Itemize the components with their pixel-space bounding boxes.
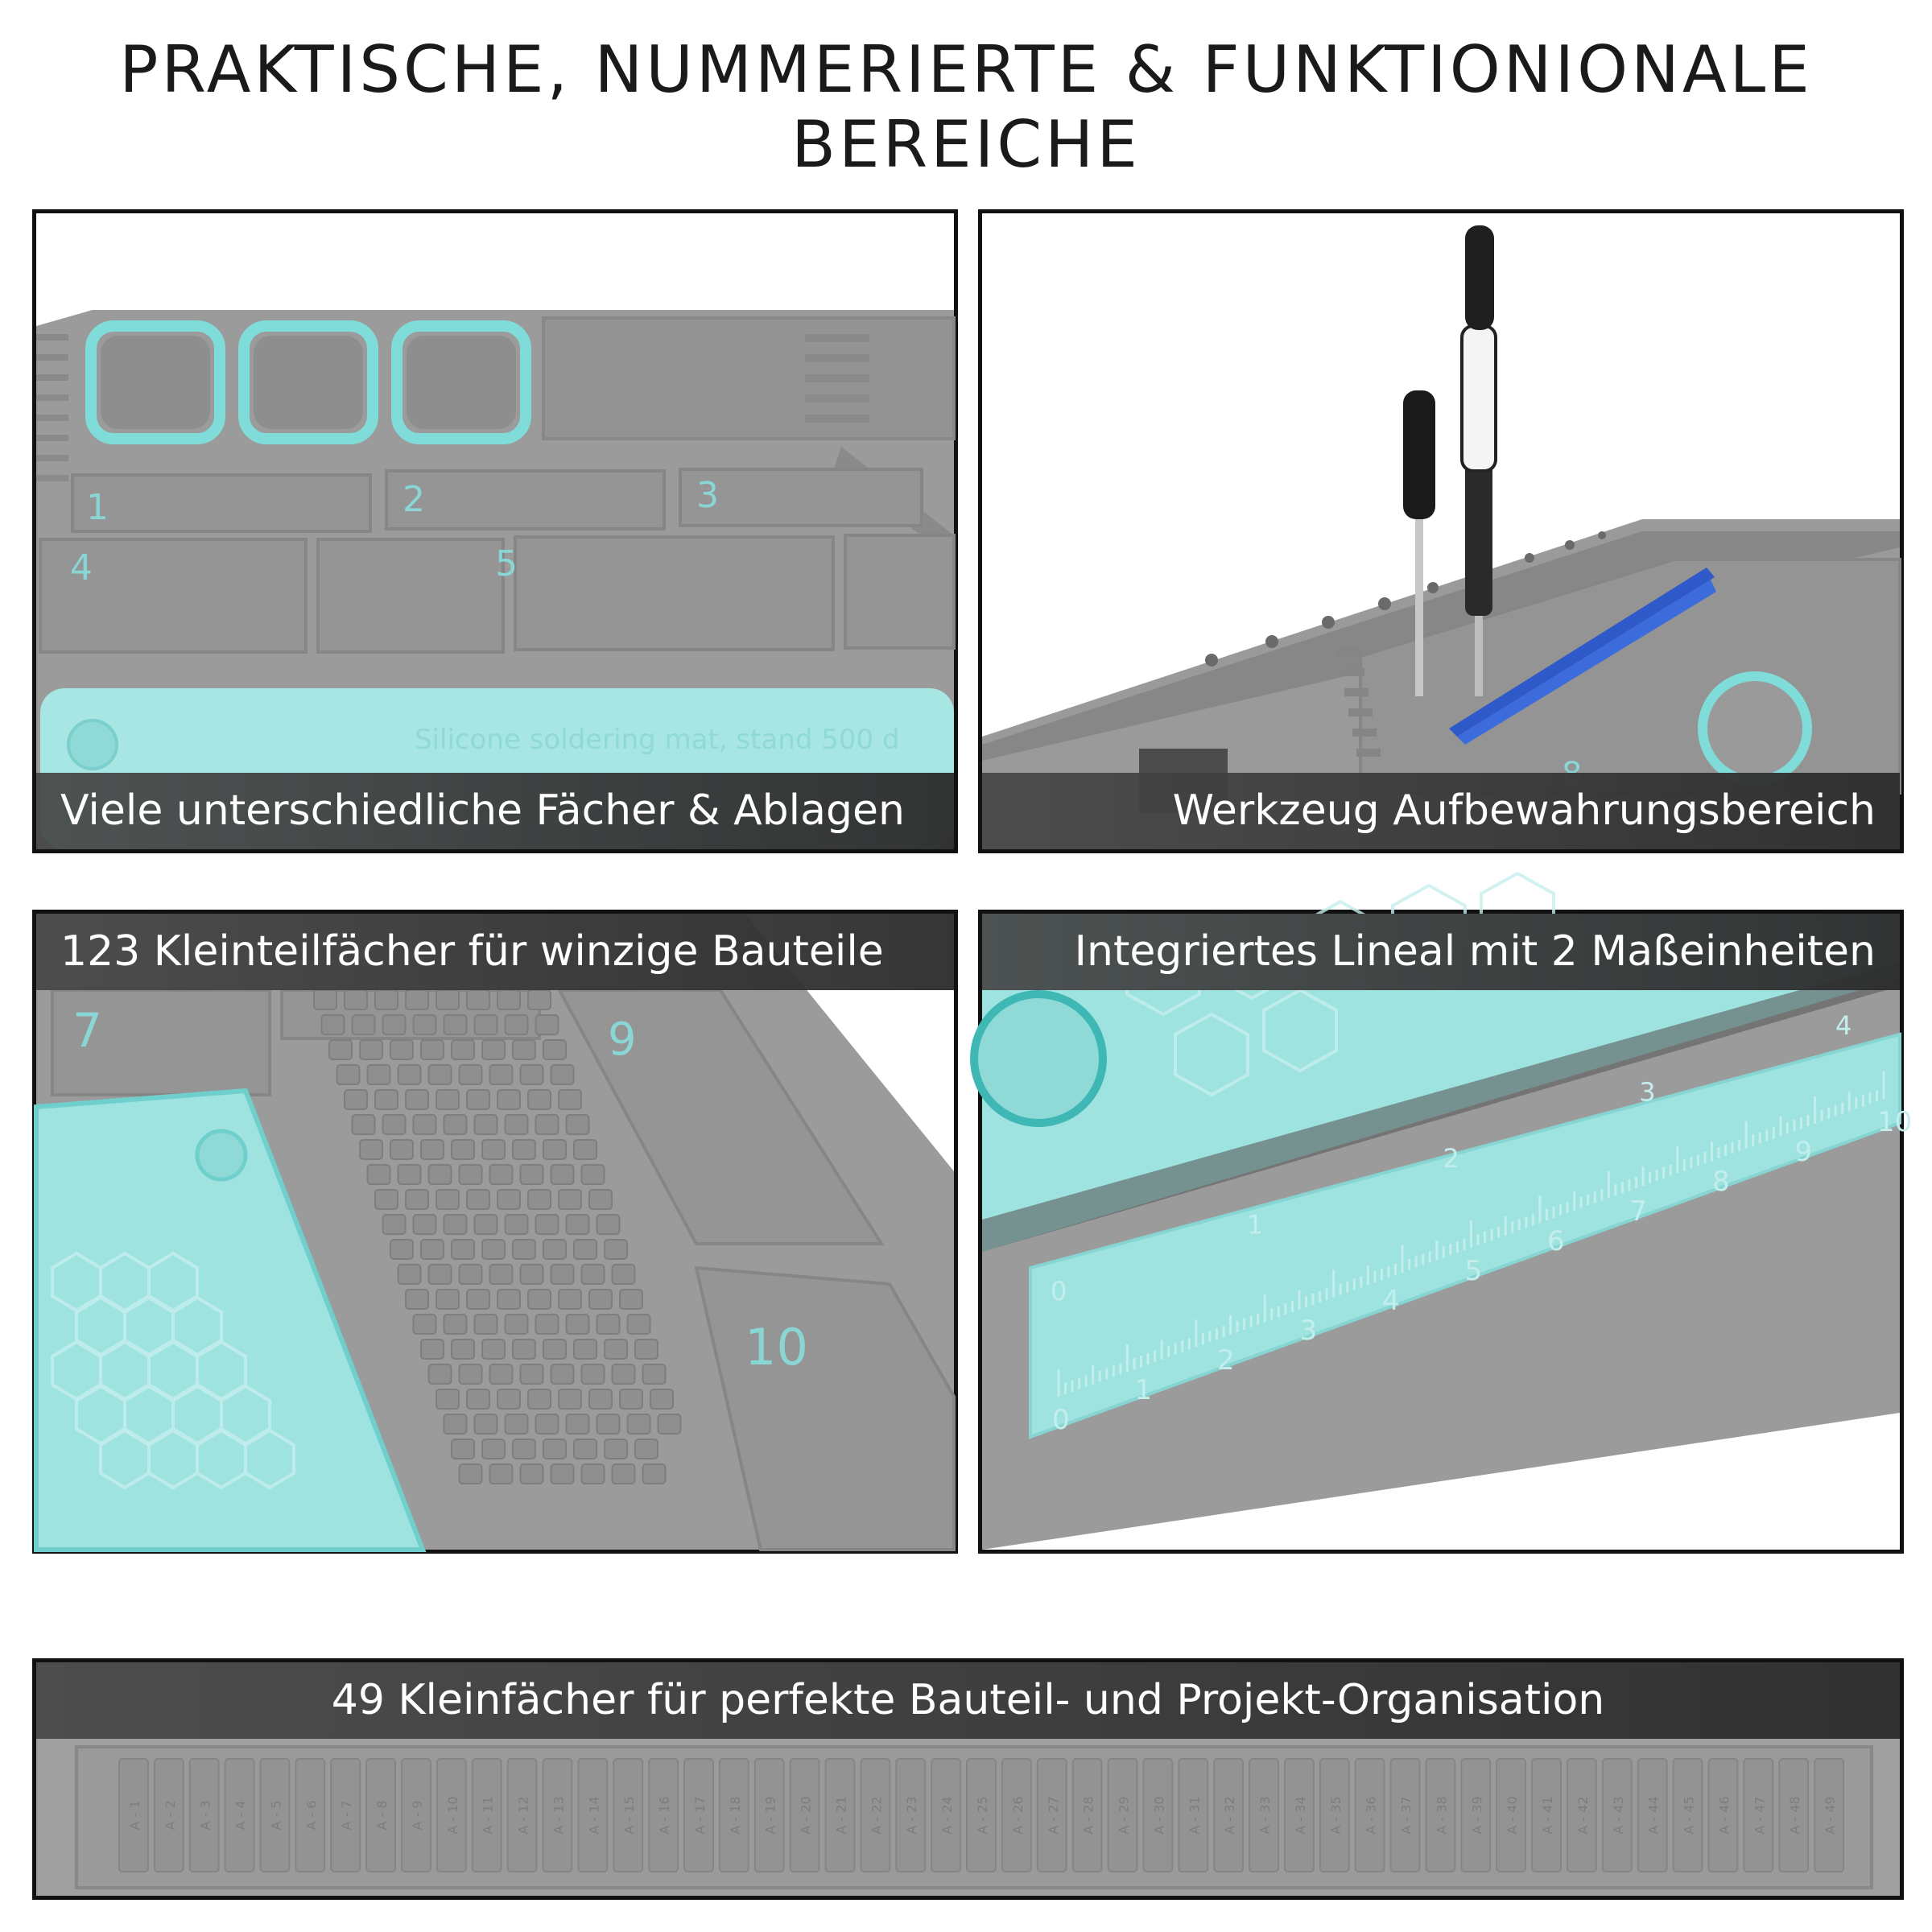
small-part-cell [414, 1115, 436, 1134]
small-part-cell [429, 1265, 452, 1284]
small-part-cell [613, 1464, 635, 1484]
ruler-inch-label: 1 [1246, 1209, 1264, 1241]
small-part-cell [460, 1265, 482, 1284]
small-part-cell [314, 990, 336, 1009]
small-part-cell [460, 1165, 482, 1184]
small-part-cell [582, 1265, 605, 1284]
small-part-cell [528, 990, 551, 1009]
small-part-cell [543, 1140, 566, 1159]
small-part-cell [360, 1140, 382, 1159]
compartments-photo [36, 213, 954, 849]
slot-label: A - 5 [268, 1800, 284, 1831]
small-part-cell [406, 1290, 428, 1309]
small-part-cell [345, 1090, 367, 1109]
slot-label: A - 8 [374, 1800, 390, 1831]
small-part-cell [482, 1140, 505, 1159]
ruler-cm-label: 9 [1794, 1136, 1813, 1168]
small-part-cell [574, 1140, 597, 1159]
small-part-cell [375, 1190, 398, 1209]
compartment-number-4: 4 [70, 547, 93, 588]
slot-label: A - 6 [303, 1800, 320, 1831]
small-part-cell [613, 1265, 635, 1284]
small-part-cell [521, 1065, 543, 1084]
slot-label: A - 13 [551, 1796, 567, 1835]
slot-label: A - 11 [480, 1796, 496, 1835]
small-part-cell [467, 1389, 489, 1409]
small-part-cell [490, 1464, 513, 1484]
slot-label: A - 43 [1610, 1796, 1626, 1835]
slot-label: A - 3 [197, 1800, 213, 1831]
small-part-cell [467, 990, 489, 1009]
slot-label: A - 46 [1716, 1796, 1732, 1835]
small-part-cell [390, 1140, 413, 1159]
slot-label: A - 16 [657, 1796, 673, 1835]
small-part-cell [390, 1240, 413, 1259]
small-part-cell [521, 1364, 543, 1384]
small-part-cell [597, 1215, 620, 1234]
slot-label: A - 28 [1080, 1796, 1096, 1835]
ruler-cm-label: 4 [1382, 1285, 1400, 1317]
small-part-cell [506, 1115, 528, 1134]
small-part-cell [589, 1389, 612, 1409]
slot-label: A - 29 [1116, 1796, 1132, 1835]
small-part-cell [559, 1389, 581, 1409]
small-part-cell [589, 1190, 612, 1209]
small-part-cell [605, 1240, 627, 1259]
tool-storage-photo [982, 213, 1900, 849]
small-part-cell [536, 1115, 559, 1134]
small-part-cell [490, 1265, 513, 1284]
ruler-inch-label: 2 [1443, 1143, 1459, 1174]
small-part-cell [444, 1215, 467, 1234]
panel-slots [32, 1658, 1904, 1900]
slot-label: A - 48 [1787, 1796, 1803, 1835]
slot-label: A - 45 [1681, 1796, 1697, 1835]
small-part-cell [375, 1090, 398, 1109]
slot-label: A - 2 [162, 1800, 178, 1831]
small-part-cell [444, 1315, 467, 1334]
small-part-cell [506, 1215, 528, 1234]
small-part-cell [635, 1439, 658, 1459]
small-part-cell [429, 1065, 452, 1084]
small-part-cell [635, 1340, 658, 1359]
slot-label: A - 41 [1540, 1796, 1556, 1835]
small-part-cell [452, 1040, 474, 1059]
ruler-cm-label: 0 [1052, 1404, 1070, 1436]
ruler-cm-label: 6 [1547, 1225, 1565, 1257]
small-part-cell [497, 990, 520, 1009]
slot-label: A - 34 [1292, 1796, 1308, 1835]
small-part-cell [467, 1190, 489, 1209]
small-part-cell [506, 1015, 528, 1034]
slot-label: A - 38 [1434, 1796, 1450, 1835]
ruler-cm-label: 1 [1134, 1374, 1153, 1406]
small-part-cell [398, 1065, 421, 1084]
small-part-cell [421, 1040, 444, 1059]
small-part-cell [582, 1364, 605, 1384]
small-part-cell [605, 1439, 627, 1459]
small-part-cell [521, 1165, 543, 1184]
small-part-cell [536, 1414, 559, 1434]
slot-label: A - 23 [904, 1796, 920, 1835]
small-part-cell [543, 1439, 566, 1459]
small-part-cell [497, 1190, 520, 1209]
slot-label: A - 14 [586, 1796, 602, 1835]
small-part-cell [551, 1464, 574, 1484]
slot-label: A - 39 [1469, 1796, 1485, 1835]
small-part-cell [482, 1439, 505, 1459]
small-part-cell [467, 1290, 489, 1309]
small-part-cell [345, 990, 367, 1009]
small-part-cell [559, 1090, 581, 1109]
small-part-cell [353, 1015, 375, 1034]
small-part-cell [460, 1364, 482, 1384]
small-part-cell [353, 1115, 375, 1134]
small-part-cell [482, 1240, 505, 1259]
small-part-cell [444, 1015, 467, 1034]
small-part-cell [574, 1240, 597, 1259]
small-part-cell [337, 1065, 360, 1084]
small-part-cell [528, 1290, 551, 1309]
small-part-cell [467, 1090, 489, 1109]
small-part-cell [406, 1090, 428, 1109]
compartment-number-10: 10 [745, 1318, 808, 1377]
small-part-cell [551, 1265, 574, 1284]
small-part-cell [475, 1215, 497, 1234]
small-part-cell [597, 1315, 620, 1334]
ruler-cm-label: 7 [1629, 1195, 1648, 1228]
caption-ruler: Integriertes Lineal mit 2 Maßeinheiten [982, 914, 1900, 990]
small-part-cell [383, 1115, 406, 1134]
ruler-cm-label: 2 [1217, 1344, 1235, 1377]
small-part-cell [536, 1315, 559, 1334]
small-part-cell [475, 1315, 497, 1334]
small-parts-photo [36, 914, 954, 1550]
slot-label: A - 10 [444, 1796, 460, 1835]
headline: PRAKTISCHE, NUMMERIERTE & FUNKTIONIONALE BEREICHE [119, 32, 1813, 182]
small-part-cell [490, 1364, 513, 1384]
mat-imprint: Silicone soldering mat, stand 500 d [415, 724, 900, 756]
small-part-cell [506, 1315, 528, 1334]
compartment-number-9: 9 [608, 1013, 637, 1066]
slots-row [119, 1759, 1843, 1872]
small-part-cell [460, 1065, 482, 1084]
slot-label: A - 22 [869, 1796, 885, 1835]
small-part-cell [567, 1414, 589, 1434]
small-part-cell [582, 1464, 605, 1484]
small-part-cell [605, 1340, 627, 1359]
small-part-cell [551, 1364, 574, 1384]
panel-small-parts [32, 910, 958, 1554]
small-part-cell [421, 1240, 444, 1259]
small-part-cell [368, 1065, 390, 1084]
panel-ruler [978, 910, 1913, 1554]
small-part-cell [513, 1240, 535, 1259]
slot-label: A - 24 [939, 1796, 956, 1835]
small-part-cell [421, 1140, 444, 1159]
slot-label: A - 18 [727, 1796, 743, 1835]
ruler-inch-label: 3 [1639, 1076, 1656, 1108]
small-part-cell [597, 1414, 620, 1434]
small-part-cell [497, 1090, 520, 1109]
slot-label: A - 21 [833, 1796, 849, 1835]
small-part-cell [452, 1340, 474, 1359]
small-part-cell [475, 1015, 497, 1034]
ruler-cm-label: 10 [1877, 1106, 1913, 1138]
small-part-cell [452, 1140, 474, 1159]
slot-label: A - 31 [1187, 1796, 1203, 1835]
small-part-cell [513, 1439, 535, 1459]
slot-label: A - 1 [126, 1800, 142, 1831]
small-part-cell [406, 1190, 428, 1209]
caption-compartments: Viele unterschiedliche Fächer & Ablagen [36, 773, 954, 849]
small-part-cell [521, 1464, 543, 1484]
small-part-cell [414, 1015, 436, 1034]
small-part-cell [559, 1290, 581, 1309]
ruler-cm-label: 8 [1712, 1166, 1730, 1198]
caption-small-parts: 123 Kleinteilfächer für winzige Bauteile [36, 914, 954, 990]
small-part-cell [543, 1040, 566, 1059]
compartment-number-5: 5 [495, 543, 518, 584]
slot-label: A - 33 [1257, 1796, 1274, 1835]
small-part-cell [551, 1065, 574, 1084]
small-part-cell [658, 1414, 681, 1434]
small-part-cell [452, 1240, 474, 1259]
small-part-cell [613, 1364, 635, 1384]
small-part-cell [490, 1165, 513, 1184]
slot-label: A - 47 [1752, 1796, 1768, 1835]
small-part-cell [589, 1290, 612, 1309]
small-part-cell [528, 1389, 551, 1409]
compartment-number-1: 1 [86, 487, 109, 528]
small-part-cell [329, 1040, 352, 1059]
ruler-cm-label: 3 [1299, 1315, 1318, 1347]
caption-tool-storage: Werkzeug Aufbewahrungsbereich [982, 773, 1900, 849]
small-part-cell [528, 1190, 551, 1209]
slot-label: A - 17 [691, 1796, 708, 1835]
small-part-cell [398, 1165, 421, 1184]
small-part-cell [406, 990, 428, 1009]
small-part-cell [497, 1389, 520, 1409]
small-part-cell [521, 1265, 543, 1284]
slot-label: A - 4 [233, 1800, 249, 1831]
small-part-cell [620, 1389, 642, 1409]
small-part-cell [436, 1290, 459, 1309]
small-part-cell [513, 1340, 535, 1359]
slot-label: A - 32 [1222, 1796, 1238, 1835]
small-part-cell [506, 1414, 528, 1434]
compartment-number-7: 7 [72, 1003, 102, 1058]
slot-label: A - 30 [1151, 1796, 1167, 1835]
small-part-cell [429, 1165, 452, 1184]
small-part-cell [513, 1040, 535, 1059]
slot-label: A - 35 [1327, 1796, 1344, 1835]
small-part-cell [513, 1140, 535, 1159]
small-part-cell [567, 1315, 589, 1334]
small-part-cell [482, 1040, 505, 1059]
slot-label: A - 12 [515, 1796, 531, 1835]
small-part-cell [551, 1165, 574, 1184]
small-part-cell [444, 1115, 467, 1134]
slot-label: A - 37 [1398, 1796, 1414, 1835]
caption-slots: 49 Kleinfächer für perfekte Bauteil- und Projekt-Organisation [36, 1662, 1900, 1739]
small-part-cell [444, 1414, 467, 1434]
small-part-cell [574, 1439, 597, 1459]
slot-label: A - 25 [975, 1796, 990, 1835]
small-part-cell [452, 1439, 474, 1459]
small-part-cell [567, 1215, 589, 1234]
ruler-inch-label: 0 [1051, 1276, 1067, 1307]
small-part-cell [429, 1364, 452, 1384]
small-part-cell [643, 1364, 666, 1384]
small-part-cell [421, 1340, 444, 1359]
compartment-number-3: 3 [696, 475, 719, 516]
small-part-cell [322, 1015, 345, 1034]
small-part-cell [620, 1290, 642, 1309]
small-part-cell [490, 1065, 513, 1084]
ruler-photo [982, 914, 1913, 1550]
small-part-cell [475, 1115, 497, 1134]
small-part-cell [536, 1015, 559, 1034]
slot-label: A - 42 [1575, 1796, 1591, 1835]
small-part-cell [436, 990, 459, 1009]
small-part-cell [360, 1040, 382, 1059]
slot-label: A - 27 [1045, 1796, 1061, 1835]
panel-compartments [32, 209, 958, 853]
small-part-cell [398, 1265, 421, 1284]
small-part-cell [543, 1340, 566, 1359]
small-part-cell [536, 1215, 559, 1234]
small-part-cell [436, 1389, 459, 1409]
small-part-cell [628, 1315, 650, 1334]
ruler-cm-label: 5 [1464, 1255, 1483, 1287]
small-part-cell [383, 1215, 406, 1234]
ruler-inch-label: 4 [1835, 1010, 1852, 1041]
panel-tool-storage [978, 209, 1904, 853]
slot-label: A - 40 [1505, 1796, 1521, 1835]
small-part-cell [414, 1315, 436, 1334]
small-part-cell [375, 990, 398, 1009]
compartment-number-2: 2 [402, 479, 425, 520]
small-part-cell [582, 1165, 605, 1184]
small-part-cell [628, 1414, 650, 1434]
small-part-cell [543, 1240, 566, 1259]
slot-label: A - 9 [409, 1800, 425, 1831]
small-part-cell [574, 1340, 597, 1359]
slot-label: A - 7 [339, 1800, 355, 1831]
slot-label: A - 19 [762, 1796, 778, 1835]
small-part-cell [528, 1090, 551, 1109]
small-part-cell [383, 1015, 406, 1034]
slot-label: A - 36 [1363, 1796, 1379, 1835]
small-part-cell [390, 1040, 413, 1059]
small-part-cell [559, 1190, 581, 1209]
small-part-cell [436, 1090, 459, 1109]
small-part-cell [368, 1165, 390, 1184]
small-part-cell [497, 1290, 520, 1309]
small-part-cell [436, 1190, 459, 1209]
small-part-cell [475, 1414, 497, 1434]
small-part-cell [414, 1215, 436, 1234]
slot-label: A - 20 [798, 1796, 814, 1835]
small-part-cell [643, 1464, 666, 1484]
small-part-cell [650, 1389, 673, 1409]
small-part-cell [460, 1464, 482, 1484]
slot-label: A - 26 [1009, 1796, 1026, 1835]
slot-label: A - 15 [621, 1796, 638, 1835]
slot-label: A - 44 [1645, 1796, 1662, 1835]
small-part-cell [567, 1115, 589, 1134]
slot-label: A - 49 [1823, 1796, 1839, 1835]
small-part-cell [482, 1340, 505, 1359]
